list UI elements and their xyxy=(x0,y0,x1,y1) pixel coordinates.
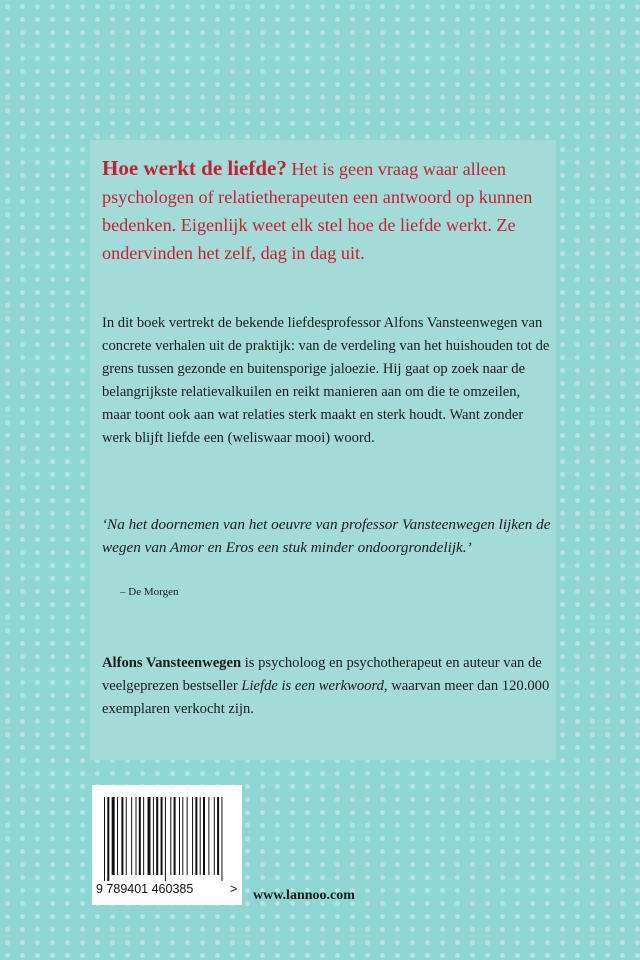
intro-rest: Het is geen vraag waar alleen psychologen of relatietherapeuten een antwoord op kunnen bedenken. Eigenlijk weet elk stel hoe de liefde werkt. Ze ondervinden het zelf, dag in dag uit. xyxy=(102,159,533,263)
intro-lead: Hoe werkt de liefde? xyxy=(102,156,287,180)
barcode-bar xyxy=(126,797,127,875)
barcode-bar xyxy=(187,797,188,875)
barcode-bar xyxy=(165,797,166,881)
barcode-bar xyxy=(217,797,219,875)
description-paragraph: In dit boek vertrekt de bekende liefdesprofessor Alfons Vansteenwegen van concrete verhalen uit de praktijk: van de verdeling van het huishouden tot de grens tussen gezonde en buitensporige jaloezie. Hij gaat op zoek naar de belangrijkste relatievalkuilen en reikt manieren aan om die te omzeilen, maar toont ook aan wat relaties sterk maakt en sterk houdt. Want zonder werk blijft liefde een (weliswaar mooi) woord. xyxy=(102,315,550,446)
barcode-bar xyxy=(104,797,105,881)
barcode-bar xyxy=(117,797,118,875)
barcode-bar xyxy=(107,797,109,881)
barcode-bar xyxy=(174,797,176,875)
barcode-bar xyxy=(214,797,215,875)
author-text-1: is psycholoog en psychotherapeut en auteur van de veelgeprezen bestseller xyxy=(102,655,542,694)
author-text-2: , waarvan meer dan 120.000 exemplaren verkocht zijn. xyxy=(102,678,550,717)
barcode-bar xyxy=(136,797,137,875)
barcode-bar xyxy=(148,797,151,875)
barcode-bar xyxy=(131,797,132,875)
intro-paragraph xyxy=(102,154,552,267)
website-link[interactable]: www.lannoo.com xyxy=(253,888,355,903)
barcode-bar xyxy=(161,797,163,875)
author-bio xyxy=(102,652,552,721)
barcode-bar xyxy=(121,797,123,875)
barcode-bar xyxy=(208,797,209,875)
barcode-bar xyxy=(139,797,141,875)
review-quote: ‘Na het doornemen van het oeuvre van professor Vansteenwegen lijken de wegen van Amor en Eros een stuk minder ondoorgrondelijk.’ xyxy=(102,516,551,556)
barcode-bar xyxy=(192,797,193,875)
barcode-bar xyxy=(200,797,201,875)
barcode xyxy=(92,785,242,905)
barcode-bar xyxy=(182,797,183,875)
book-title: Liefde is een werkwoord xyxy=(241,678,384,694)
barcode-bar xyxy=(143,797,144,875)
barcode-graphic xyxy=(92,785,242,905)
barcode-bar xyxy=(112,797,115,875)
barcode-arrow: > xyxy=(230,882,238,896)
barcode-bar xyxy=(153,797,154,875)
barcode-bar xyxy=(156,797,158,875)
quote-source: – De Morgen xyxy=(120,586,179,598)
barcode-bars xyxy=(104,797,222,881)
barcode-bar xyxy=(203,797,205,875)
barcode-bar xyxy=(195,797,197,875)
barcode-bar xyxy=(221,797,222,881)
barcode-bar xyxy=(179,797,180,875)
barcode-bar xyxy=(170,797,171,875)
barcode-number: 9 789401 460385 xyxy=(96,882,194,896)
author-name: Alfons Vansteenwegen xyxy=(102,655,242,671)
